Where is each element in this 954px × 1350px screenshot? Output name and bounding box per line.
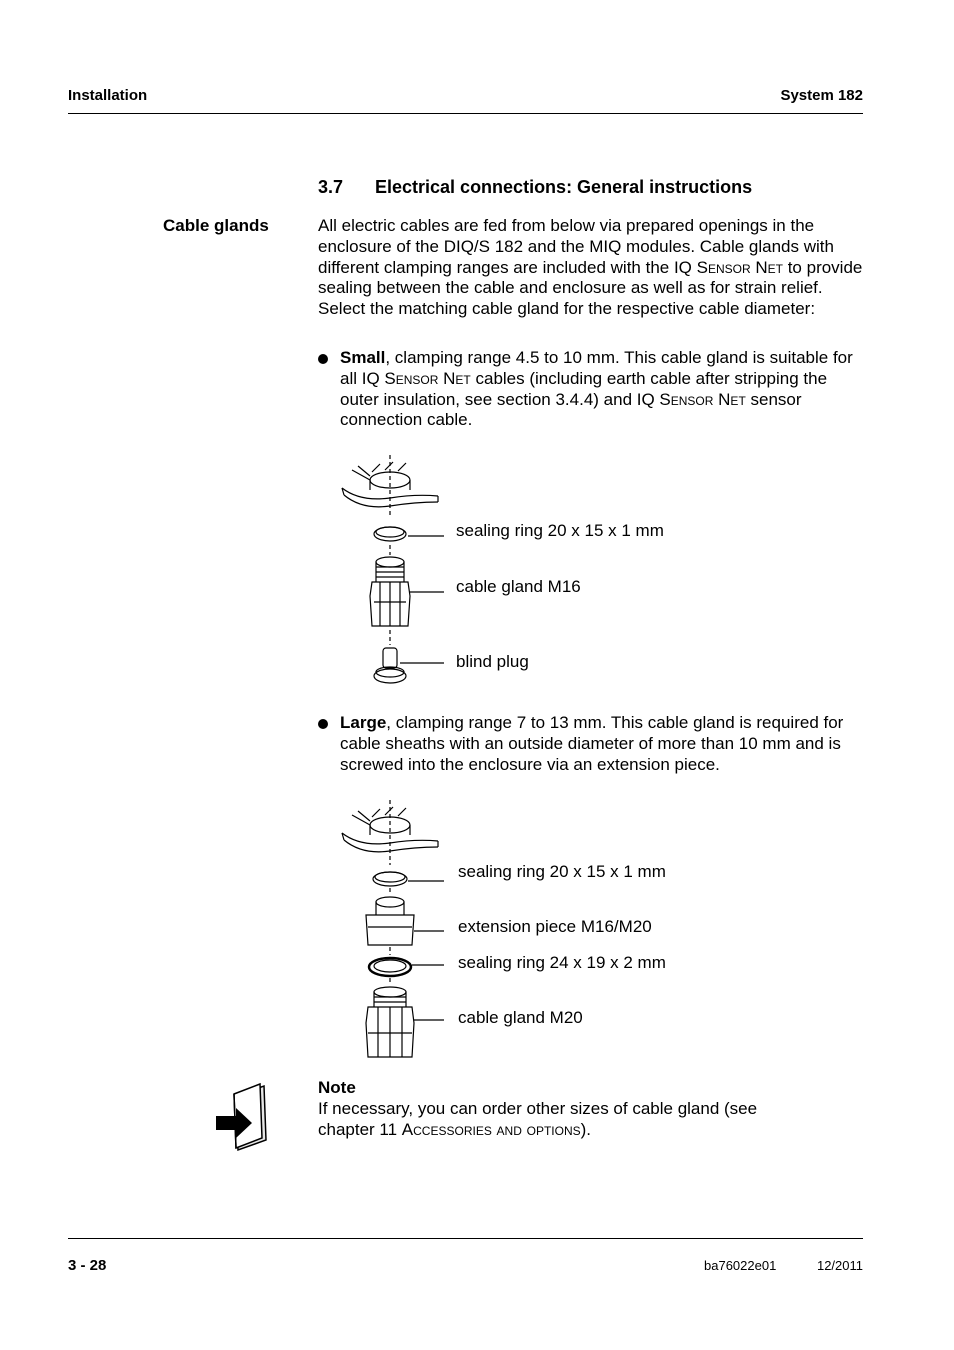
note-accessories-ref: Accessories and options xyxy=(401,1119,581,1139)
label-sealing-ring-24: sealing ring 24 x 19 x 2 mm xyxy=(458,953,666,972)
large-cable-gland-diagram xyxy=(330,795,460,1067)
small-cable-gland-diagram xyxy=(330,450,460,695)
bullet-small-part3: sensor connection cable. xyxy=(340,389,802,430)
bullet-small-part1: , clamping range 4.5 to 10 mm. This cable gland is suitable for all IQ xyxy=(340,348,853,388)
intro-sensornet: Sensor Net xyxy=(696,257,783,277)
note-title: Note xyxy=(318,1078,356,1097)
label-cable-gland-m20: cable gland M20 xyxy=(458,1008,583,1027)
side-heading: Cable glands xyxy=(163,216,269,235)
doc-number: ba76022e01 xyxy=(704,1258,777,1273)
bullet-large-part1: , clamping range 7 to 13 mm. This cable gland is required for cable sheaths with an outside diameter of more than 10 mm and is screwed into the enclosure via an extension piece. xyxy=(340,713,844,774)
note-text-2: ). xyxy=(580,1119,591,1139)
footer-rule xyxy=(68,1238,863,1239)
label-sealing-ring-small: sealing ring 20 x 15 x 1 mm xyxy=(456,521,664,540)
header-product: System 182 xyxy=(780,87,863,104)
bullet-small-bold: Small xyxy=(340,348,386,367)
label-blind-plug: blind plug xyxy=(456,652,529,671)
header-chapter: Installation xyxy=(68,87,148,104)
doc-date: 12/2011 xyxy=(816,1258,863,1273)
bullet-large-bold: Large xyxy=(340,713,387,732)
header-rule xyxy=(68,113,863,114)
intro-text-1: All electric cables are fed from below via prepared openings in the enclosure of the DIQ/S 182 and the MIQ modules. Cable glands with different clamping ranges are included with the IQ xyxy=(318,216,834,277)
bullet-small-sc1: Sensor Net xyxy=(384,368,471,388)
intro-paragraph xyxy=(318,216,863,320)
bullet-dot xyxy=(318,719,328,729)
label-cable-gland-m16: cable gland M16 xyxy=(456,577,581,596)
note-text-1: If necessary, you can order other sizes of cable gland (see chapter 11 xyxy=(318,1099,758,1139)
intro-text-2: to provide sealing between the cable and enclosure as well as for strain relief. Select the matching cable gland for the respective cable diameter: xyxy=(318,257,863,319)
bullet-large-text xyxy=(340,713,865,775)
section-number: 3.7 xyxy=(318,177,344,197)
bullet-small-part2: cables (including earth cable after stripping the outer insulation, see section 3.4.4) and IQ xyxy=(340,368,828,409)
bullet-dot xyxy=(318,354,328,364)
note-book-arrow-icon xyxy=(214,1082,274,1154)
label-sealing-ring-20: sealing ring 20 x 15 x 1 mm xyxy=(458,862,666,881)
label-extension-piece: extension piece M16/M20 xyxy=(458,917,652,936)
page-number: 3 - 28 xyxy=(68,1257,107,1274)
section-title: Electrical connections: General instructions xyxy=(375,177,753,197)
note-text xyxy=(318,1099,798,1141)
bullet-small-sc2: Sensor Net xyxy=(659,389,746,409)
bullet-small-text xyxy=(340,348,865,431)
